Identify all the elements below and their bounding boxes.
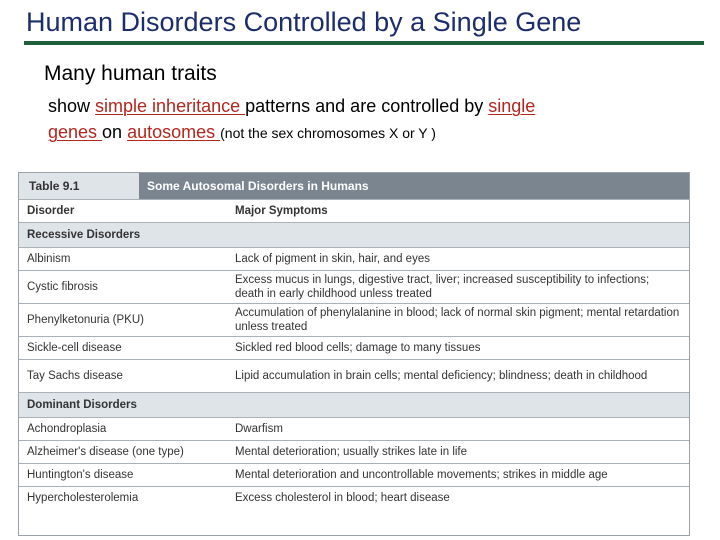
- disorder-cell: Sickle-cell disease: [19, 337, 227, 360]
- disorders-grid: [19, 199, 689, 509]
- disorder-cell: Achondroplasia: [19, 418, 227, 441]
- title-underline: [24, 41, 704, 45]
- symptoms-cell: Lack of pigment in skin, hair, and eyes: [227, 248, 689, 271]
- table-row: [19, 337, 689, 360]
- disorder-cell: Huntington's disease: [19, 464, 227, 487]
- disorders-table: [18, 172, 690, 536]
- body-text-segment: show: [48, 96, 96, 116]
- table-row: [19, 418, 689, 441]
- table-row: [19, 441, 689, 464]
- symptoms-cell: Excess mucus in lungs, digestive tract, liver; increased susceptibility to infections; death in early childhood unless treated: [227, 271, 689, 304]
- symptoms-cell: Dwarfism: [227, 418, 689, 441]
- symptoms-cell: Excess cholesterol in blood; heart disease: [227, 487, 689, 510]
- table-row: [19, 304, 689, 337]
- symptoms-cell: Lipid accumulation in brain cells; mental deficiency; blindness; death in childhood: [227, 360, 689, 393]
- symptoms-cell: Sickled red blood cells; damage to many tissues: [227, 337, 689, 360]
- disorder-cell: Cystic fibrosis: [19, 271, 227, 304]
- section-row-recessive: [19, 223, 689, 248]
- term-simple-inheritance: simple inheritance: [95, 96, 246, 116]
- disorder-cell: Tay Sachs disease: [19, 360, 227, 393]
- slide-title: Human Disorders Controlled by a Single Gene: [26, 7, 582, 37]
- table-header-row: [19, 200, 689, 223]
- table-row: [19, 464, 689, 487]
- sex-chromosome-note: (not the sex chromosomes X or Y ): [220, 125, 436, 141]
- table-row: [19, 271, 689, 304]
- body-text-segment: on: [102, 122, 128, 142]
- symptoms-cell: Mental deterioration; usually strikes late in life: [227, 441, 689, 464]
- symptoms-cell: Mental deterioration and uncontrollable movements; strikes in middle age: [227, 464, 689, 487]
- disorder-cell: Phenylketonuria (PKU): [19, 304, 227, 337]
- disorder-cell: Hypercholesterolemia: [19, 487, 227, 510]
- table-row: [19, 248, 689, 271]
- table-row: [19, 487, 689, 510]
- section-title-dominant: Dominant Disorders: [19, 393, 689, 418]
- term-autosomes: autosomes: [127, 122, 221, 142]
- section-title-recessive: Recessive Disorders: [19, 223, 689, 248]
- table-title-bar: [19, 173, 689, 199]
- section-row-dominant: [19, 393, 689, 418]
- table-caption: Some Autosomal Disorders in Humans: [139, 173, 689, 199]
- body-line-2: [48, 119, 708, 146]
- subtitle: Many human traits: [44, 62, 217, 85]
- term-single: single: [488, 96, 536, 116]
- term-genes: genes: [48, 122, 103, 142]
- body-line-1: [48, 93, 708, 119]
- body-text-segment: patterns and are controlled by: [245, 96, 489, 116]
- column-header-disorder: Disorder: [19, 200, 227, 223]
- body-text: [48, 93, 708, 146]
- column-header-symptoms: Major Symptoms: [227, 200, 689, 223]
- symptoms-cell: Accumulation of phenylalanine in blood; lack of normal skin pigment; mental retardation unless treated: [227, 304, 689, 337]
- table-label: Table 9.1: [19, 173, 139, 199]
- table-row: [19, 360, 689, 393]
- disorder-cell: Albinism: [19, 248, 227, 271]
- disorder-cell: Alzheimer's disease (one type): [19, 441, 227, 464]
